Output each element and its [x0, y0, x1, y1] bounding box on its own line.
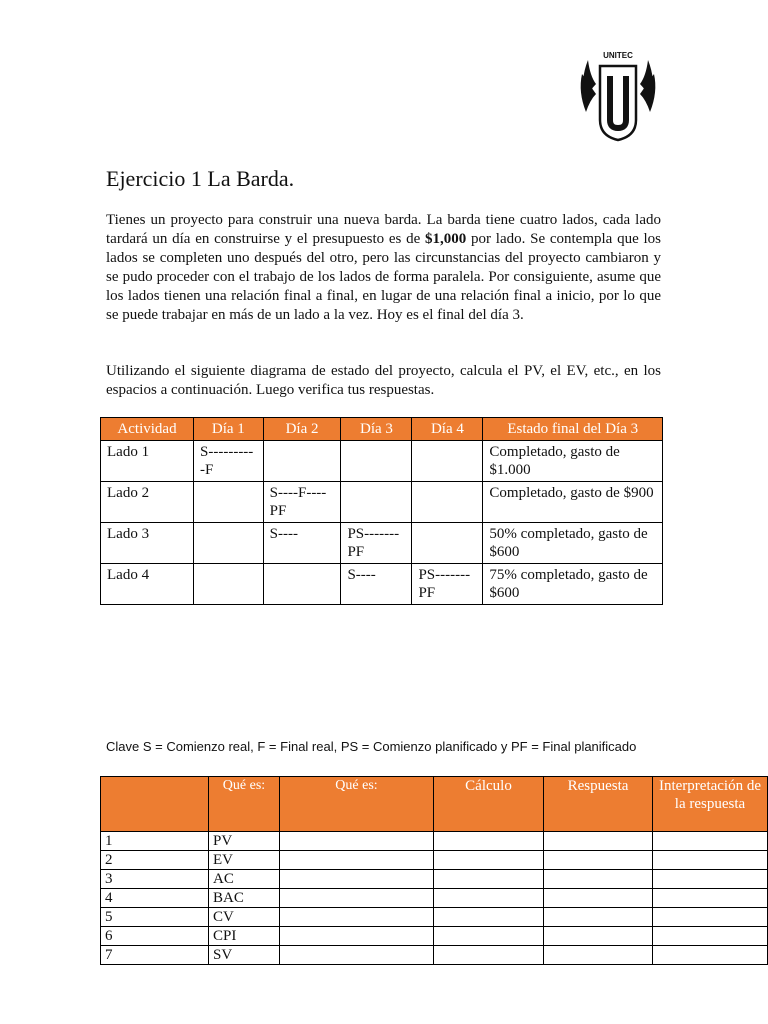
header-number	[101, 777, 209, 832]
logo-mark: U	[617, 103, 619, 105]
table-row	[101, 889, 768, 908]
table-cell: S----------F	[194, 441, 264, 482]
row-number: 3	[101, 870, 209, 889]
answer-cell[interactable]	[434, 832, 544, 851]
table-cell: Lado 4	[101, 564, 194, 605]
answer-cell[interactable]	[280, 908, 434, 927]
header-dia-4: Día 4	[412, 418, 483, 441]
answer-cell[interactable]	[434, 908, 544, 927]
logo-text: UNITEC	[603, 51, 633, 60]
header-que-es: Qué es:	[209, 777, 280, 832]
answer-cell[interactable]	[544, 889, 653, 908]
table-row	[101, 870, 768, 889]
answer-cell[interactable]	[544, 870, 653, 889]
answer-cell[interactable]	[544, 832, 653, 851]
answer-cell[interactable]	[653, 889, 768, 908]
answer-cell[interactable]	[544, 927, 653, 946]
header-dia-3: Día 3	[341, 418, 412, 441]
answer-cell[interactable]	[653, 927, 768, 946]
table-cell	[263, 564, 341, 605]
row-number: 7	[101, 946, 209, 965]
table-cell: S----	[263, 523, 341, 564]
intro-text-b: por lado. Se contempla que los lados se completen uno después del otro, pero las circunstancias del proyecto cambiaron y se pudo proceder con el trabajo de los lados de forma paralela. Por consiguiente, asume que los lados tienen una relación final a final, en lugar de una relación final a inicio, por lo que se puede trabajar en más de un lado a la vez. Hoy es el final del día 3.	[106, 231, 661, 323]
header-que-es-2: Qué es:	[280, 777, 434, 832]
budget-amount: $1,000	[425, 231, 467, 247]
row-number: 1	[101, 832, 209, 851]
intro-paragraph	[106, 211, 661, 325]
answer-cell[interactable]	[280, 832, 434, 851]
answer-cell[interactable]	[434, 889, 544, 908]
header-actividad: Actividad	[101, 418, 194, 441]
row-number: 2	[101, 851, 209, 870]
table-cell	[412, 482, 483, 523]
metric-name: EV	[209, 851, 280, 870]
answer-cell[interactable]	[434, 927, 544, 946]
answer-cell[interactable]	[280, 870, 434, 889]
status-header-row	[101, 418, 663, 441]
table-cell	[341, 441, 412, 482]
header-calculo: Cálculo	[434, 777, 544, 832]
answer-cell[interactable]	[280, 946, 434, 965]
instructions-paragraph: Utilizando el siguiente diagrama de estado del proyecto, calcula el PV, el EV, etc., en los espacios a continuación. Luego verifica tus respuestas.	[106, 363, 661, 398]
header-interpretacion: Interpretación de la respuesta	[653, 777, 768, 832]
table-cell: 75% completado, gasto de $600	[483, 564, 663, 605]
table-row	[101, 523, 663, 564]
answer-cell[interactable]	[653, 832, 768, 851]
answer-cell[interactable]	[544, 908, 653, 927]
table-cell	[194, 482, 264, 523]
answer-cell[interactable]	[280, 889, 434, 908]
header-dia-1: Día 1	[194, 418, 264, 441]
table-cell	[263, 441, 341, 482]
answer-cell[interactable]	[544, 946, 653, 965]
answer-cell[interactable]	[653, 908, 768, 927]
row-number: 4	[101, 889, 209, 908]
header-dia-2: Día 2	[263, 418, 341, 441]
table-cell: PS-------PF	[412, 564, 483, 605]
table-row	[101, 851, 768, 870]
answer-cell[interactable]	[544, 851, 653, 870]
table-row	[101, 482, 663, 523]
page-title: Ejercicio 1 La Barda.	[106, 166, 295, 191]
answer-cell[interactable]	[434, 870, 544, 889]
table-row	[101, 564, 663, 605]
ev-header-row	[101, 777, 768, 832]
table-cell: Completado, gasto de $900	[483, 482, 663, 523]
unitec-logo	[578, 40, 658, 144]
answer-cell[interactable]	[653, 946, 768, 965]
project-status-table	[100, 417, 663, 605]
metric-name: BAC	[209, 889, 280, 908]
table-cell: Completado, gasto de $1.000	[483, 441, 663, 482]
table-row	[101, 832, 768, 851]
intro-text-a: Tienes un proyecto para construir una nueva barda. La barda tiene cuatro lados, cada lado tardará un día en construirse y el presupuesto es de	[106, 212, 661, 247]
answer-cell[interactable]	[653, 870, 768, 889]
answer-cell[interactable]	[434, 946, 544, 965]
legend-key: Clave S = Comienzo real, F = Final real, PS = Comienzo planificado y PF = Final planificado	[106, 739, 637, 754]
table-cell: 50% completado, gasto de $600	[483, 523, 663, 564]
table-row	[101, 927, 768, 946]
answer-cell[interactable]	[653, 851, 768, 870]
metric-name: CV	[209, 908, 280, 927]
metric-name: CPI	[209, 927, 280, 946]
table-cell	[194, 564, 264, 605]
table-cell	[194, 523, 264, 564]
answer-cell[interactable]	[434, 851, 544, 870]
table-cell: S----F---- PF	[263, 482, 341, 523]
row-number: 6	[101, 927, 209, 946]
table-cell: Lado 1	[101, 441, 194, 482]
table-cell	[412, 441, 483, 482]
table-row	[101, 441, 663, 482]
answer-cell[interactable]	[280, 927, 434, 946]
table-cell: Lado 3	[101, 523, 194, 564]
metric-name: AC	[209, 870, 280, 889]
table-cell	[341, 482, 412, 523]
header-respuesta: Respuesta	[544, 777, 653, 832]
table-row	[101, 908, 768, 927]
metric-name: SV	[209, 946, 280, 965]
table-cell	[412, 523, 483, 564]
table-cell: PS-------PF	[341, 523, 412, 564]
table-cell: S----	[341, 564, 412, 605]
table-cell: Lado 2	[101, 482, 194, 523]
answer-cell[interactable]	[280, 851, 434, 870]
earned-value-table	[100, 776, 768, 965]
metric-name: PV	[209, 832, 280, 851]
header-estado-final: Estado final del Día 3	[483, 418, 663, 441]
table-row	[101, 946, 768, 965]
row-number: 5	[101, 908, 209, 927]
